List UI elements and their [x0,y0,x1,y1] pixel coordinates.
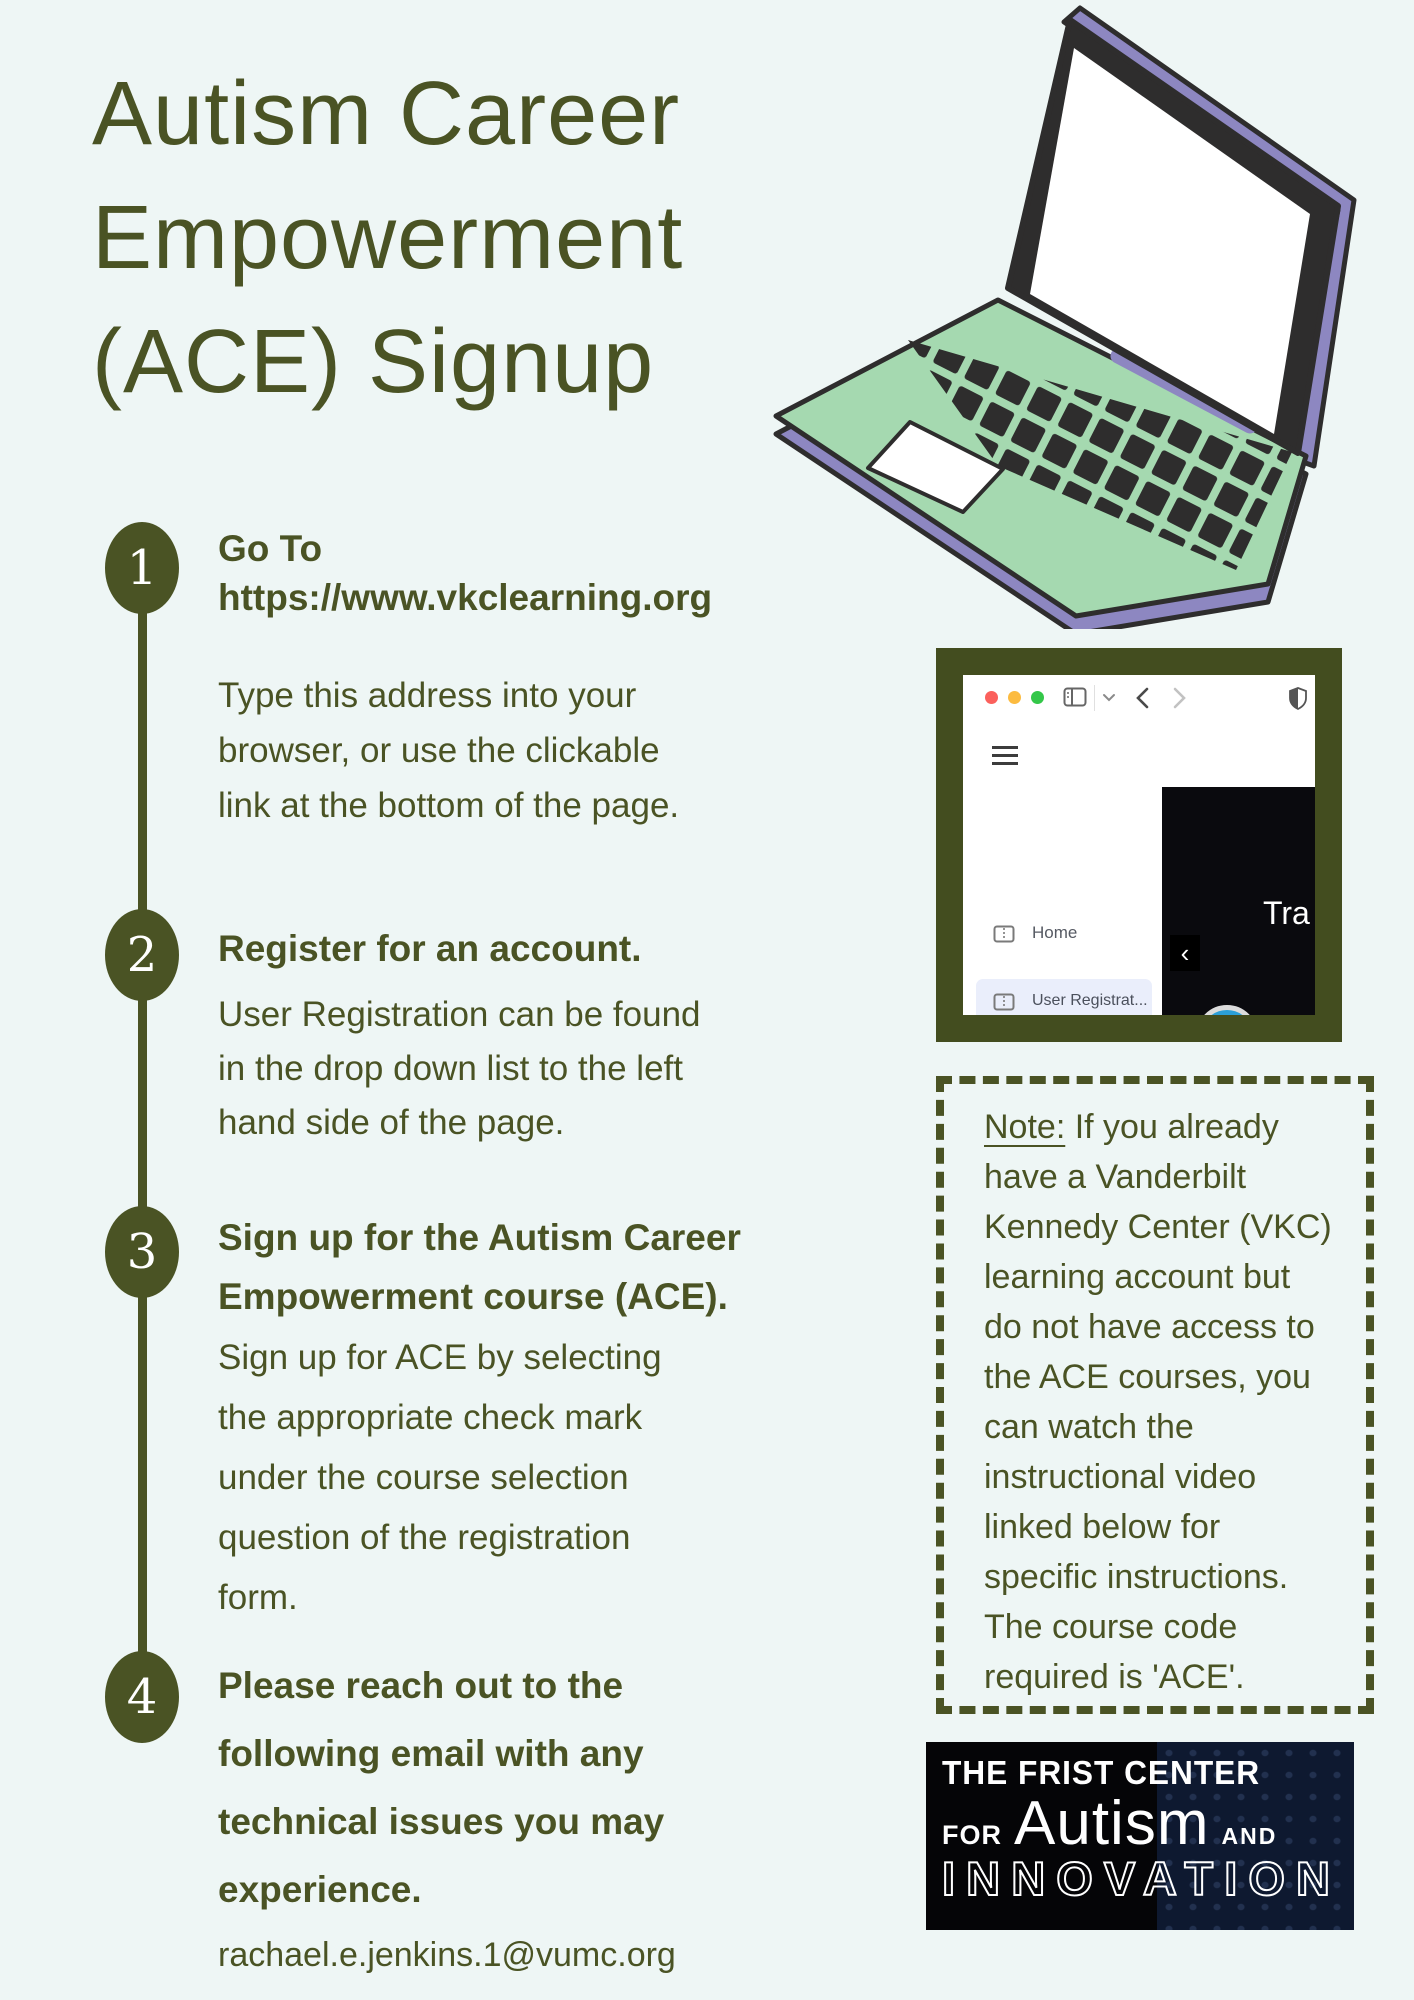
contact-email-link[interactable]: rachael.e.jenkins.1@vumc.org [218,1936,676,1974]
browser-window [963,675,1315,1015]
step-number-badge [105,1651,179,1743]
sidebar-toggle-icon[interactable] [1063,687,1087,707]
note-line: learning account but [984,1258,1291,1296]
step3-body-line: under the course selection [218,1458,629,1497]
note-line: required is 'ACE'. [984,1658,1245,1696]
step3-body-line: form. [218,1578,298,1617]
step2-body-line: hand side of the page. [218,1103,565,1142]
note-line: instructional video [984,1458,1257,1496]
book-icon [993,993,1015,1011]
logo-word-autism: Autism [1014,1789,1210,1858]
traffic-light-minimize-icon[interactable] [1008,691,1021,704]
step1-body-line: Type this address into your [218,676,637,715]
step3-body-line: Sign up for ACE by selecting [218,1338,662,1377]
step2-body-line: in the drop down list to the left [218,1049,683,1088]
step1-body [218,668,679,833]
webpage-hero-image [1162,787,1315,1015]
step1-heading-line: Go To [218,528,323,569]
carousel-back-button[interactable] [1170,935,1200,971]
step3-body-line: question of the registration [218,1518,631,1557]
title-line: (ACE) Signup [92,312,655,412]
book-icon [993,925,1015,943]
logo-word-and: AND [1221,1823,1278,1849]
sidebar-item-label: User Registrat... [1032,992,1148,1009]
profile-avatar [1196,1005,1258,1015]
frist-center-logo [926,1742,1354,1930]
chevron-down-icon[interactable] [1102,693,1116,702]
title-line: Empowerment [92,188,684,288]
step3-body-line: the appropriate check mark [218,1398,643,1437]
note-line: specific instructions. [984,1558,1289,1596]
back-icon[interactable] [1135,687,1149,709]
logo-text [926,1742,1354,1914]
sidebar-item-user-registration[interactable] [976,979,1152,1015]
note-line: the ACE courses, you [984,1358,1311,1396]
step4-heading-line: Please reach out to the [218,1665,624,1706]
step-number-badge [105,522,179,614]
step4-heading-line: experience. [218,1869,422,1910]
sidebar-item-home[interactable] [963,911,1162,957]
step-number: 3 [126,1224,158,1280]
note-line [984,1102,1356,1152]
note-line: The course code [984,1608,1238,1646]
step1-url-link[interactable]: https://www.vkclearning.org [218,577,713,618]
forward-icon[interactable] [1173,687,1187,709]
browser-toolbar [963,675,1315,723]
step-number-badge [105,909,179,1001]
step2-body [218,988,701,1150]
step1-heading [218,524,712,622]
note-line: do not have access to [984,1308,1315,1346]
step3-heading-line: Empowerment course (ACE). [218,1276,728,1317]
logo-line1: THE FRIST CENTER [942,1754,1261,1791]
traffic-light-close-icon[interactable] [985,691,998,704]
logo-word-for: FOR [942,1820,1002,1850]
shield-icon[interactable] [1289,687,1307,710]
note-text: If you already [1065,1108,1279,1146]
menu-row [963,722,1315,788]
laptop-illustration [758,4,1364,629]
note-line: have a Vanderbilt [984,1158,1247,1196]
traffic-light-zoom-icon[interactable] [1031,691,1044,704]
toolbar-divider [1094,685,1095,711]
timeline-line [138,568,147,1698]
logo-innovation-text: INNOVATION [942,1853,1334,1905]
sidebar-item-label: Home [1032,923,1078,942]
logo-line2 [942,1788,1354,1859]
step1-body-line: browser, or use the clickable [218,731,660,770]
note-line: Kennedy Center (VKC) [984,1208,1332,1246]
note-box [936,1076,1374,1714]
step2-heading [218,924,642,973]
step-number: 2 [126,927,158,983]
note-label: Note: [984,1108,1066,1146]
step1-body-line: link at the bottom of the page. [218,786,680,825]
step4-heading [218,1652,664,1924]
logo-line3-outlined [942,1853,1342,1909]
step4-heading-line: following email with any [218,1733,644,1774]
step3-body [218,1328,662,1628]
chevron-left-icon: ‹ [1180,937,1190,968]
hero-text-fragment: Tra [1263,895,1310,931]
page-title [92,52,683,424]
step-number: 4 [126,1669,158,1725]
step2-body-line: User Registration can be found [218,995,701,1034]
note-line: linked below for [984,1508,1221,1546]
browser-sidebar [963,787,1162,1015]
menu-icon[interactable] [992,746,1018,770]
step3-heading [218,1208,741,1326]
browser-screenshot-inset [936,648,1342,1042]
step-number: 1 [126,540,158,596]
title-line: Autism Career [92,64,681,164]
step-number-badge [105,1206,179,1298]
step3-heading-line: Sign up for the Autism Career [218,1217,741,1258]
note-line: can watch the [984,1408,1194,1446]
step2-heading-line: Register for an account. [218,928,642,969]
step4-heading-line: technical issues you may [218,1801,665,1842]
